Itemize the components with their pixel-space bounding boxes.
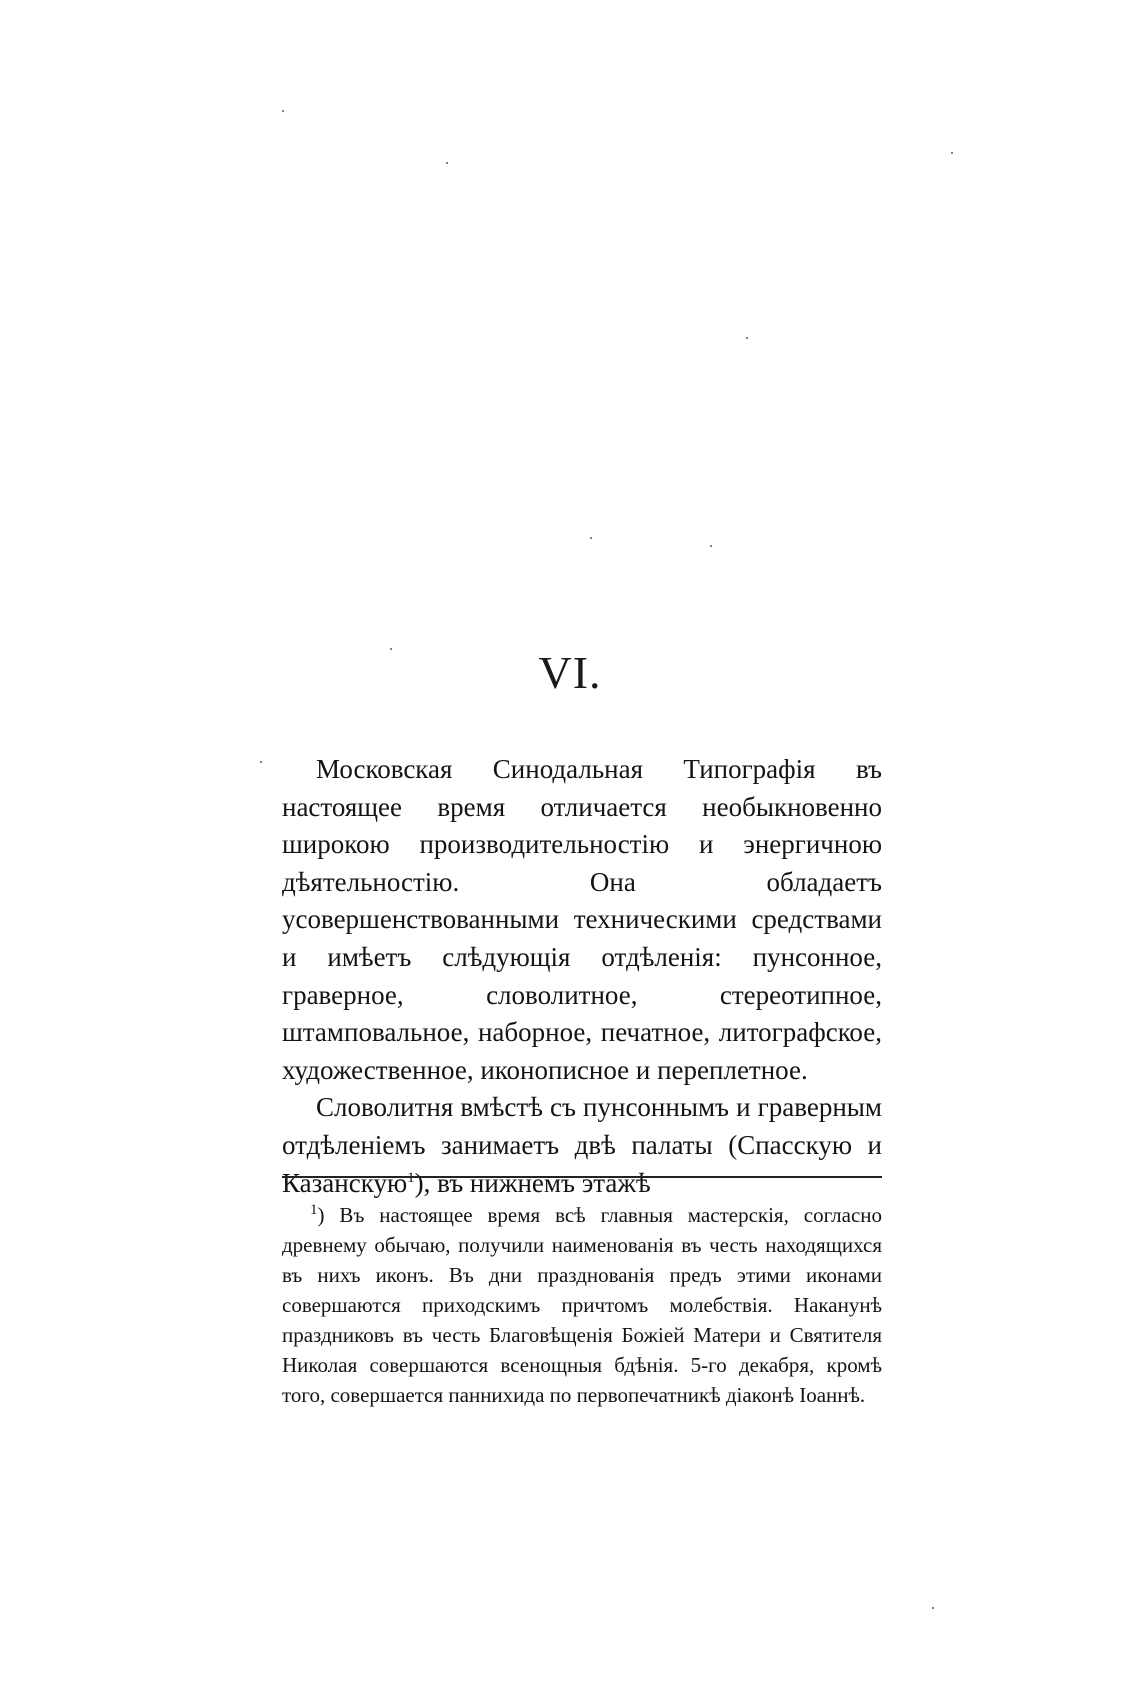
body-paragraph-2 [282,1089,882,1202]
paragraph-2-text-end: ), въ нижнемъ этажѣ [414,1167,651,1198]
paper-speck [710,545,712,547]
body-paragraph-1: Московская Синодальная Типографія въ настоящее время отличается необыкновенно широкою производительностію и энергичною дѣятельностію. Она обладаетъ усовершенствованными техническими средствами и имѣетъ слѣдующія отдѣленія: пунсонное, граверное, словолитное, стереотипное, штамповальное, наборное, печатное, литографское, художественное, иконописное и переплетное. [282,754,882,1085]
footnote-text: Въ настоящее время всѣ главныя мастерскія, согласно древнему обычаю, получили наименованія въ честь находящихся въ нихъ иконъ. Въ дни празднованія предъ этими иконами совершаются приходскимъ причтомъ молебствія. Наканунѣ праздниковъ въ честь Благовѣщенія Божіей Матери и Святителя Николая совершаются всенощныя бдѣнія. 5-го декабря, кромѣ того, совершается паннихида по первопечатникѣ діаконѣ Іоаннѣ. [282,1203,882,1407]
paper-speck [282,110,284,112]
paper-speck [932,1607,934,1609]
body-text [282,751,882,1202]
footnote [282,1200,882,1410]
paper-speck [951,152,953,154]
footnote-marker: 1 [310,1202,318,1218]
footnote-marker-suffix: ) [317,1203,325,1227]
footnote-paragraph [282,1200,882,1410]
footnote-divider [282,1176,882,1178]
paper-speck [446,162,448,164]
paragraph-2-text: Словолитня вмѣстѣ съ пунсоннымъ и граверным отдѣленіемъ занимаетъ двѣ палаты (Спасскую и Казанскую [282,1092,882,1198]
paper-speck [260,761,262,763]
paper-speck [590,537,592,539]
paper-speck [746,337,748,339]
chapter-number: VI. [538,647,602,698]
footnote-reference[interactable]: 1 [407,1169,415,1186]
